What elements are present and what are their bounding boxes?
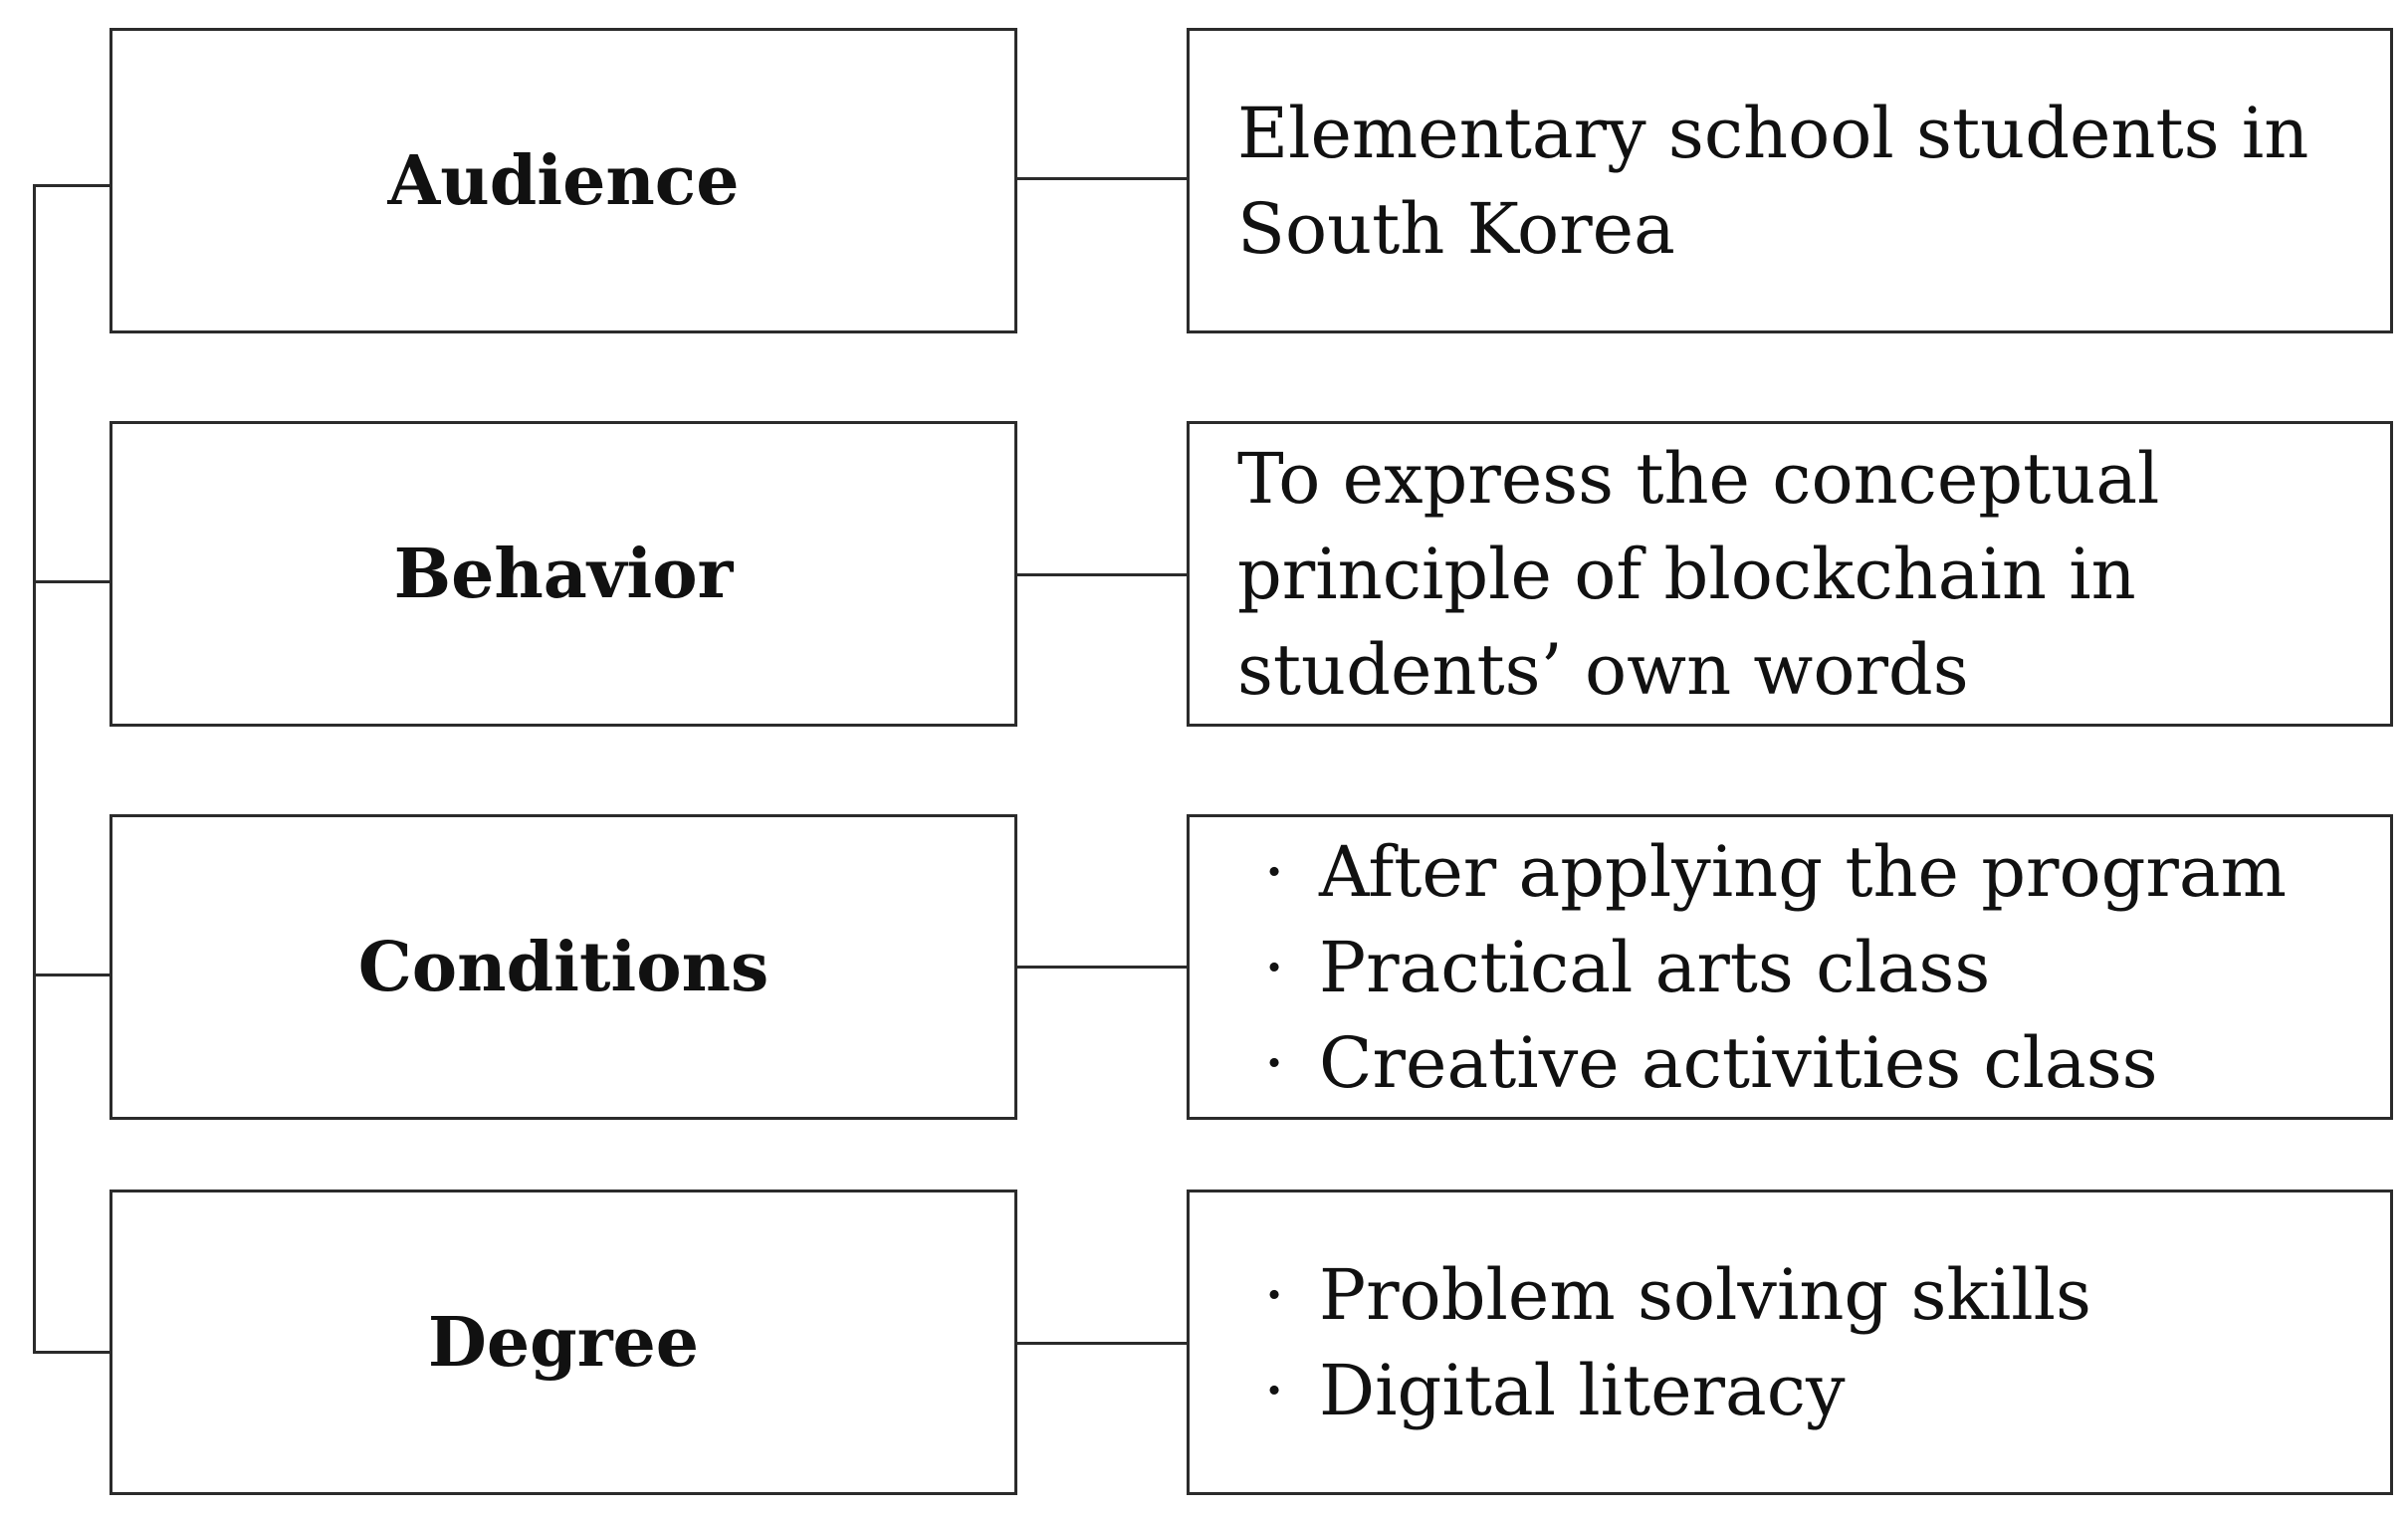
desc-line: South Korea (1237, 187, 1675, 270)
label-box-audience (109, 28, 1017, 333)
label-box-degree (109, 1190, 1017, 1495)
spine-line (33, 184, 36, 1354)
bullet-item (1237, 824, 2360, 920)
bullet-item (1237, 1015, 2360, 1111)
desc-box-behavior (1187, 421, 2393, 727)
row-connector-behavior (1015, 573, 1189, 576)
bullet-text: After applying the program (1319, 830, 2288, 913)
desc-line: principle of blockchain in (1237, 533, 2136, 615)
row-connector-degree (1015, 1342, 1189, 1345)
bullet-text: Digital literacy (1319, 1349, 1846, 1431)
bullet-text: Creative activities class (1319, 1021, 2158, 1104)
bullet-dot: · (1263, 830, 1286, 913)
spine-connector-behavior (33, 580, 111, 583)
label-audience: Audience (387, 140, 740, 221)
row-connector-audience (1015, 177, 1189, 180)
label-box-conditions (109, 814, 1017, 1120)
bullet-item (1237, 1247, 2360, 1343)
bullet-dot: · (1263, 1021, 1286, 1104)
spine-connector-degree (33, 1351, 111, 1354)
desc-box-conditions (1187, 814, 2393, 1120)
desc-box-degree (1187, 1190, 2393, 1495)
desc-line: To express the conceptual (1237, 437, 2160, 520)
label-degree: Degree (427, 1302, 700, 1383)
spine-connector-conditions (33, 974, 111, 976)
bullet-dot: · (1263, 926, 1286, 1008)
bullet-dot: · (1263, 1253, 1286, 1336)
desc-line: students’ own words (1237, 628, 1969, 711)
bullet-dot: · (1263, 1349, 1286, 1431)
label-behavior: Behavior (393, 534, 734, 614)
bullet-item (1237, 1343, 2360, 1438)
desc-line: Elementary school students in (1237, 92, 2309, 174)
row-connector-conditions (1015, 966, 1189, 969)
bullet-text: Practical arts class (1319, 926, 1991, 1008)
bullet-text: Problem solving skills (1319, 1253, 2091, 1336)
bullet-item (1237, 920, 2360, 1015)
label-box-behavior (109, 421, 1017, 727)
desc-box-audience (1187, 28, 2393, 333)
label-conditions: Conditions (357, 927, 769, 1007)
spine-connector-audience (33, 184, 111, 187)
